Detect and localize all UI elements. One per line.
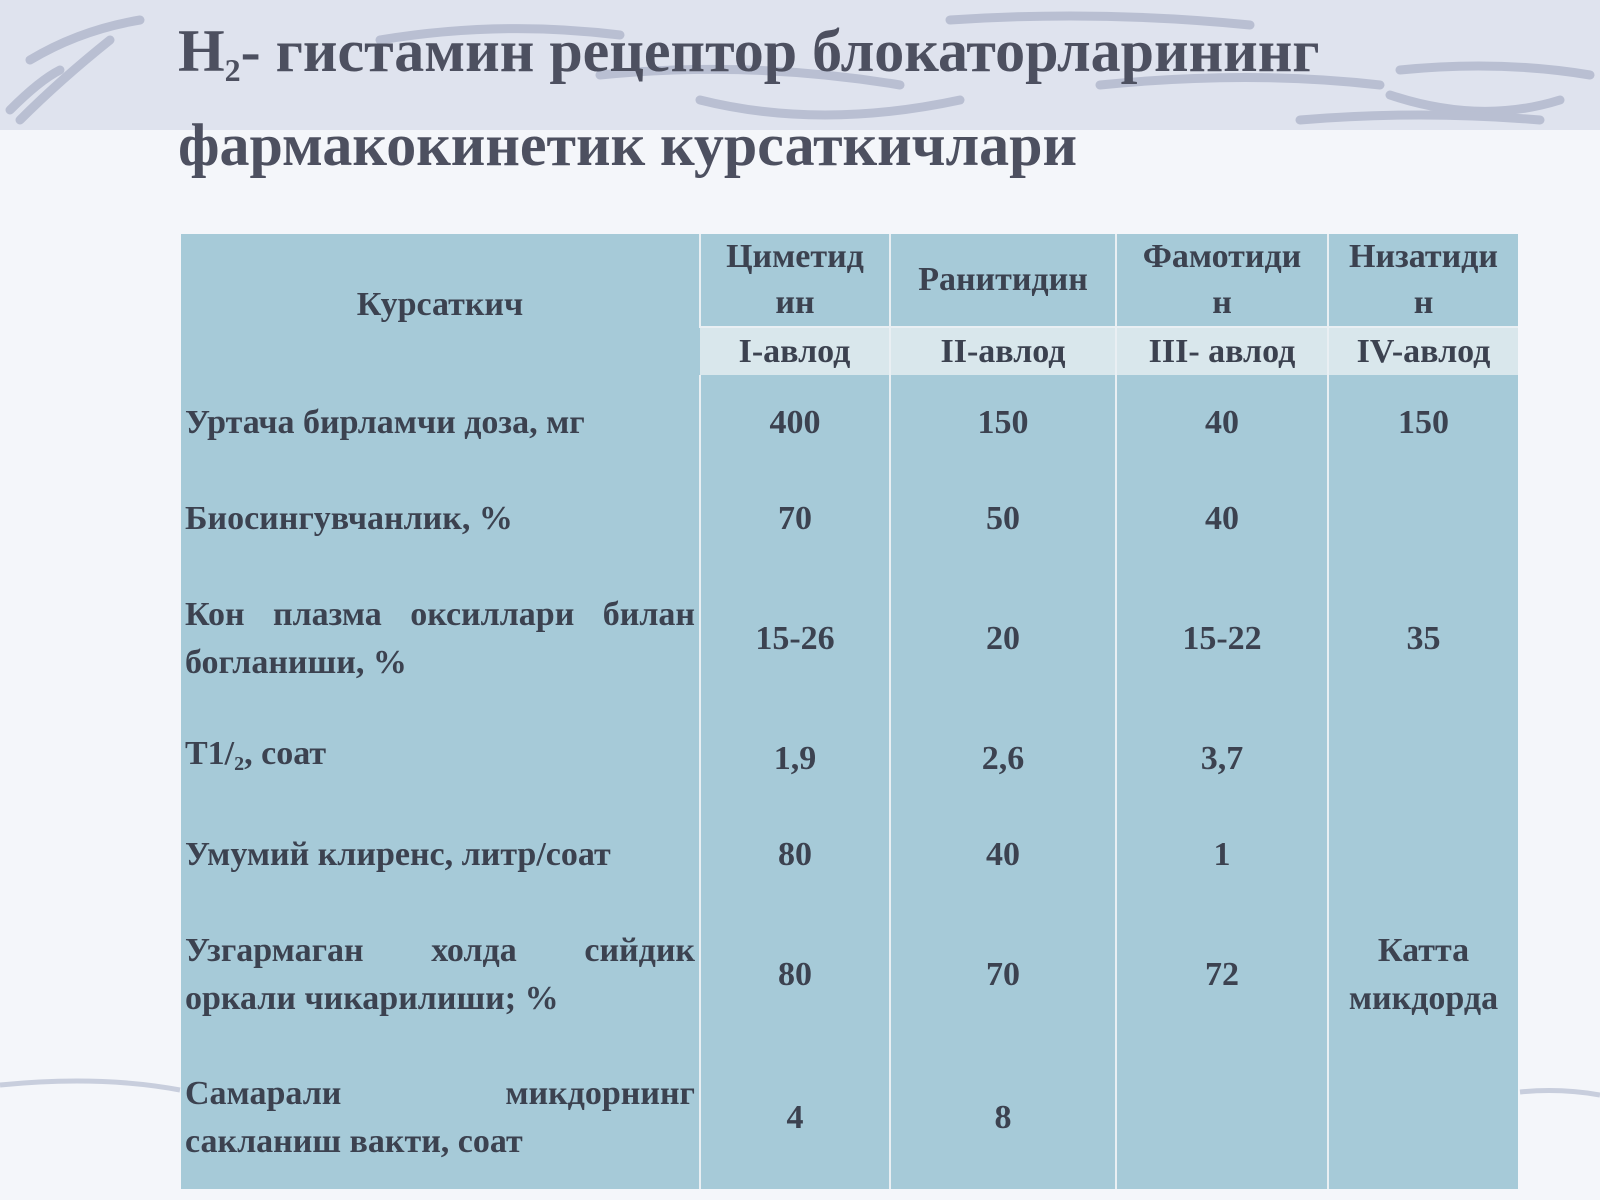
table-cell <box>1116 1047 1328 1189</box>
table-cell: 70 <box>700 471 890 567</box>
table-cell: 3,7 <box>1116 711 1328 807</box>
table-cell <box>1328 1047 1518 1189</box>
header-drug-nizatidine: Низатиди н <box>1328 234 1518 327</box>
table-row <box>181 567 1518 711</box>
generation-ranitidine: II-авлод <box>890 327 1116 375</box>
table-cell: 40 <box>1116 471 1328 567</box>
title-line-1: $H_2-$ гистамин рецептор блокаторларининг <box>178 18 1320 88</box>
table-cell: 20 <box>890 567 1116 711</box>
table-row <box>181 903 1518 1047</box>
table-cell <box>1328 807 1518 903</box>
table-cell: 1 <box>1116 807 1328 903</box>
table-cell: 400 <box>700 375 890 471</box>
table-cell <box>1328 711 1518 807</box>
table-cell: Катта микдорда <box>1328 903 1518 1047</box>
table-cell: 4 <box>700 1047 890 1189</box>
generation-cimetidine: I-авлод <box>700 327 890 375</box>
pharmacokinetics-table <box>181 234 1518 1189</box>
table-cell: 1,9 <box>700 711 890 807</box>
row-label-protein-binding: Кон плазма оксиллари билан богланиши, % <box>181 567 700 711</box>
table-cell: 15-22 <box>1116 567 1328 711</box>
row-label-effective-duration: Самарали микдорнинг сакланиш вакти, соат <box>181 1047 700 1189</box>
table-cell: 40 <box>890 807 1116 903</box>
table-cell: 80 <box>700 807 890 903</box>
row-label-bioavailability: Биосингувчанлик, % <box>181 471 700 567</box>
table-row <box>181 471 1518 567</box>
table-cell: 80 <box>700 903 890 1047</box>
row-label-clearance: Умумий клиренс, литр/соат <box>181 807 700 903</box>
table-row <box>181 1047 1518 1189</box>
table-cell: 70 <box>890 903 1116 1047</box>
generation-famotidine: III- авлод <box>1116 327 1328 375</box>
table-row <box>181 807 1518 903</box>
header-drug-famotidine: Фамотиди н <box>1116 234 1328 327</box>
header-drug-ranitidine: Ранитидин <box>890 234 1116 327</box>
row-label-half-life: $T1/_2$, соат <box>181 711 700 807</box>
table-row <box>181 711 1518 807</box>
generation-nizatidine: IV-авлод <box>1328 327 1518 375</box>
table-cell <box>1328 471 1518 567</box>
table-cell: 35 <box>1328 567 1518 711</box>
header-drug-cimetidine: Циметид ин <box>700 234 890 327</box>
table-row <box>181 375 1518 471</box>
header-parameter: Курсаткич <box>181 234 700 375</box>
row-label-urinary-excretion: Узгармаган холда сийдик оркали чикарилиши; % <box>181 903 700 1047</box>
table-cell: 150 <box>1328 375 1518 471</box>
table-cell: 150 <box>890 375 1116 471</box>
table-cell: 72 <box>1116 903 1328 1047</box>
table-cell: 8 <box>890 1047 1116 1189</box>
table-cell: 50 <box>890 471 1116 567</box>
table-cell: 40 <box>1116 375 1328 471</box>
slide-title <box>178 4 1578 192</box>
row-label-dose: Уртача бирламчи доза, мг <box>181 375 700 471</box>
table-cell: 15-26 <box>700 567 890 711</box>
title-line-2: фармакокинетик курсаткичлари <box>178 112 1078 178</box>
table-cell: 2,6 <box>890 711 1116 807</box>
